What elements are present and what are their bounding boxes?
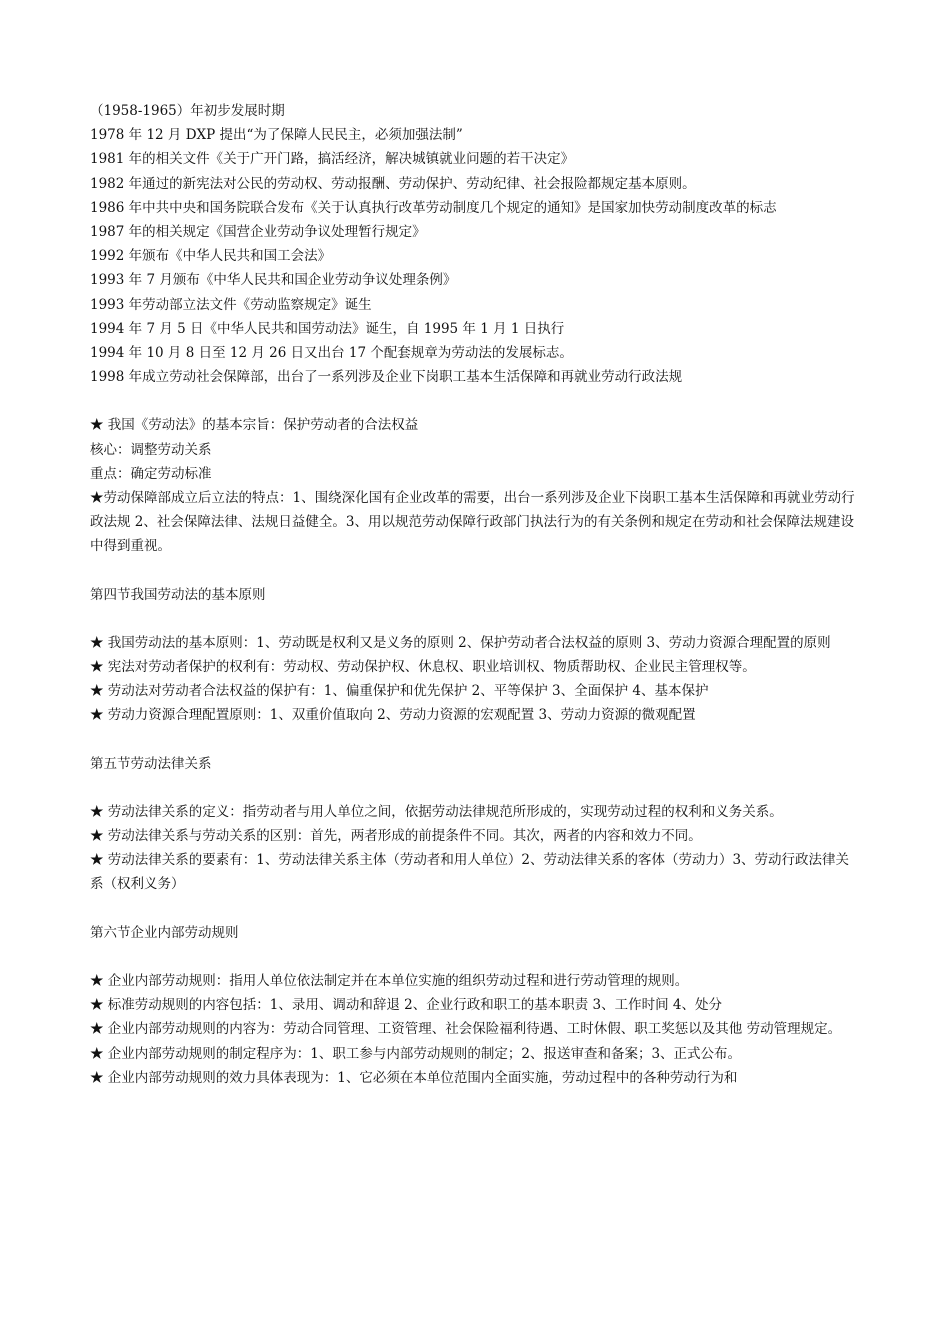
timeline-item: 1992 年颁布《中华人民共和国工会法》: [90, 248, 332, 265]
section6-list: [90, 969, 860, 1090]
timeline-item: 1981 年的相关文件《关于广开门路，搞活经济，解决城镇就业问题的若干决定》: [90, 151, 575, 168]
list-item: ★ 劳动力资源合理配置原则：1、双重价值取向 2、劳动力资源的宏观配置 3、劳动力资源的微观配置: [90, 707, 696, 724]
list-item: ★ 我国劳动法的基本原则：1、劳动既是权利又是义务的原则 2、保护劳动者合法权益的原则 3、劳动力资源合理配置的原则: [90, 634, 831, 651]
spacer: [90, 607, 860, 631]
timeline-item: 1978 年 12 月 DXP 提出“为了保障人民民主，必须加强法制”: [90, 127, 463, 144]
purpose-block: [90, 413, 860, 558]
list-item: ★ 劳动法律关系与劳动关系的区别：首先，两者形成的前提条件不同。其次，两者的内容和效力不同。: [90, 828, 702, 845]
section5-list: [90, 800, 860, 897]
list-item: ★ 劳动法律关系的定义：指劳动者与用人单位之间，依据劳动法律规范所形成的，实现劳动过程的权利和义务关系。: [90, 803, 783, 820]
timeline-item: 1987 年的相关规定《国营企业劳动争议处理暂行规定》: [90, 224, 426, 241]
list-item: ★ 企业内部劳动规则：指用人单位依法制定并在本单位实施的组织劳动过程和进行劳动管理的规则。: [90, 972, 689, 989]
section-heading: 第五节劳动法律关系: [90, 755, 212, 772]
purpose-line: ★ 我国《劳动法》的基本宗旨：保护劳动者的合法权益: [90, 417, 419, 434]
list-item: ★ 企业内部劳动规则的效力具体表现为：1、它必须在本单位范围内全面实施，劳动过程中的各种劳动行为和: [90, 1069, 738, 1086]
timeline-item: 1993 年劳动部立法文件《劳动监察规定》诞生: [90, 296, 372, 313]
list-item: ★ 企业内部劳动规则的制定程序为：1、职工参与内部劳动规则的制定；2、报送审查和备案；3、正式公布。: [90, 1045, 742, 1062]
list-item: ★ 劳动法对劳动者合法权益的保护有：1、偏重保护和优先保护 2、平等保护 3、全面保护 4、基本保护: [90, 683, 709, 700]
spacer: [90, 389, 860, 413]
spacer: [90, 559, 860, 583]
legislation-features: ★劳动保障部成立后立法的特点：1、围绕深化国有企业改革的需要，出台一系列涉及企业下岗职工基本生活保障和再就业劳动行政法规 2、社会保障法律、法规日益健全。3、用以规范劳动保障行政部门执法行为的有关条例和规定在劳动和社会保障法规建设中得到重视。: [90, 490, 855, 555]
focus-line: 重点：确定劳动标准: [90, 465, 212, 482]
timeline-item: （1958-1965）年初步发展时期: [90, 103, 285, 119]
timeline-item: 1993 年 7 月颁布《中华人民共和国企业劳动争议处理条例》: [90, 272, 457, 289]
spacer: [90, 945, 860, 969]
spacer: [90, 728, 860, 752]
timeline-item: 1994 年 10 月 8 日至 12 月 26 日又出台 17 个配套规章为劳动法的发展标志。: [90, 345, 573, 362]
list-item: ★ 宪法对劳动者保护的权利有：劳动权、劳动保护权、休息权、职业培训权、物质帮助权、企业民主管理权等。: [90, 659, 756, 676]
section-heading: 第六节企业内部劳动规则: [90, 924, 239, 941]
list-item: ★ 劳动法律关系的要素有：1、劳动法律关系主体（劳动者和用人单位）2、劳动法律关系的客体（劳动力）3、劳动行政法律关系（权利义务）: [90, 852, 850, 893]
document-page: [90, 99, 860, 1090]
spacer: [90, 776, 860, 800]
timeline-item: 1986 年中共中央和国务院联合发布《关于认真执行改革劳动制度几个规定的通知》是国家加快劳动制度改革的标志: [90, 199, 777, 216]
core-line: 核心：调整劳动关系: [90, 441, 212, 458]
timeline-list: [90, 99, 860, 389]
timeline-item: 1982 年通过的新宪法对公民的劳动权、劳动报酬、劳动保护、劳动纪律、社会报险都规定基本原则。: [90, 175, 696, 192]
spacer: [90, 897, 860, 921]
list-item: ★ 标准劳动规则的内容包括：1、录用、调动和辞退 2、企业行政和职工的基本职责 3、工作时间 4、处分: [90, 997, 723, 1014]
section4-list: [90, 631, 860, 728]
timeline-item: 1998 年成立劳动社会保障部，出台了一系列涉及企业下岗职工基本生活保障和再就业劳动行政法规: [90, 369, 683, 386]
list-item: ★ 企业内部劳动规则的内容为：劳动合同管理、工资管理、社会保险福利待遇、工时休假、职工奖惩以及其他 劳动管理规定。: [90, 1021, 842, 1038]
section-heading: 第四节我国劳动法的基本原则: [90, 586, 266, 603]
timeline-item: 1994 年 7 月 5 日《中华人民共和国劳动法》诞生，自 1995 年 1 月 1 日执行: [90, 320, 565, 337]
